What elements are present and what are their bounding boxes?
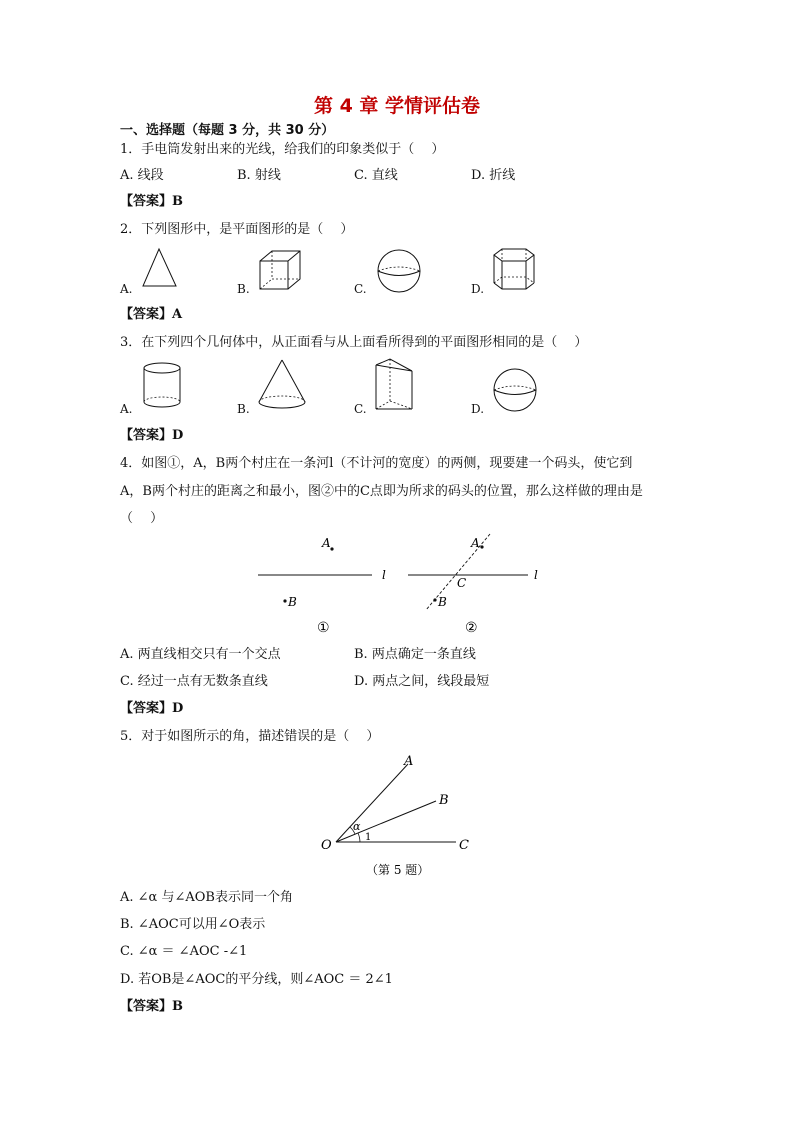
q2-stem: 2．下列图形中，是平面图形的是（ ） — [120, 222, 354, 237]
q4-stem-line3: （ ） — [120, 511, 164, 526]
q5-figure-caption: （第 5 题） — [366, 863, 430, 877]
label-one: 1 — [365, 832, 372, 843]
label-o: O — [321, 838, 332, 853]
fig1-label-a: A — [322, 536, 331, 550]
cylinder-figure — [140, 360, 190, 414]
fig1-label-l: l — [382, 568, 386, 582]
q5-stem: 5．对于如图所示的角，描述错误的是（ ） — [120, 729, 380, 744]
q2-answer: 【答案】A — [120, 307, 183, 322]
fig2-label-l: l — [534, 568, 538, 582]
sphere-figure-q3 — [490, 366, 542, 414]
label-a: A — [404, 754, 414, 769]
q4-option-d: D. 两点之间，线段最短 — [354, 674, 490, 689]
q5-option-c: C. ∠α ＝ ∠AOC -∠1 — [120, 944, 248, 959]
q5-option-d: D. 若OB是∠AOC的平分线，则∠AOC ＝ 2∠1 — [120, 972, 393, 987]
label-c: C — [459, 838, 469, 853]
q3-option-d: D. — [471, 402, 485, 416]
label-alpha: α — [353, 820, 361, 833]
fig1-caption: ① — [317, 620, 330, 636]
q1-stem: 1．手电筒发射出来的光线，给我们的印象类似于（ ） — [120, 142, 445, 157]
sphere-figure — [374, 248, 426, 294]
fig2-label-b: B — [438, 595, 447, 609]
q5-option-b: B. ∠AOC可以用∠O表示 — [120, 917, 266, 932]
q3-option-a: A. — [120, 402, 133, 416]
fig2-label-a: A — [471, 536, 480, 550]
q2-option-d: D. — [471, 282, 485, 296]
label-b: B — [439, 793, 449, 808]
q4-option-a: A. 两直线相交只有一个交点 — [120, 647, 281, 662]
page-title: 第 4 章 学情评估卷 — [313, 95, 481, 117]
cube-figure — [256, 249, 306, 293]
q5-angle-figure — [318, 752, 478, 880]
q2-option-b: B. — [237, 282, 250, 296]
cone-figure — [254, 358, 314, 414]
section-heading: 一、选择题（每题 3 分，共 30 分） — [120, 123, 335, 138]
q2-option-c: C. — [354, 282, 367, 296]
q4-stem-line2: A，B两个村庄的距离之和最小，图②中的C点即为所求的码头的位置，那么这样做的理由是 — [120, 484, 643, 499]
q4-figures — [250, 532, 550, 636]
fig1-label-b: B — [288, 595, 297, 609]
q1-option-b: B. 射线 — [237, 168, 281, 183]
fig2-caption: ② — [465, 620, 478, 636]
triangular-prism-figure — [372, 357, 422, 415]
q1-option-d: D. 折线 — [471, 168, 516, 183]
q5-option-a: A. ∠α 与∠AOB表示同一个角 — [120, 890, 293, 905]
q2-option-a: A. — [120, 282, 133, 296]
fig2-label-c: C — [457, 576, 467, 590]
q1-option-a: A. 线段 — [120, 168, 164, 183]
q4-stem-line1: 4．如图①，A，B两个村庄在一条河l（不计河的宽度）的两侧，现要建一个码头，使它到 — [120, 456, 633, 471]
q4-answer: 【答案】D — [120, 701, 184, 716]
q5-answer: 【答案】B — [120, 999, 183, 1014]
hexagonal-prism-figure — [492, 245, 542, 295]
q3-stem: 3．在下列四个几何体中，从正面看与从上面看所得到的平面图形相同的是（ ） — [120, 335, 588, 350]
q1-answer: 【答案】B — [120, 194, 183, 209]
q3-option-c: C. — [354, 402, 367, 416]
q4-option-b: B. 两点确定一条直线 — [354, 647, 476, 662]
q1-option-c: C. 直线 — [354, 168, 398, 183]
q4-option-c: C. 经过一点有无数条直线 — [120, 674, 268, 689]
q3-answer: 【答案】D — [120, 428, 184, 443]
triangle-figure — [140, 247, 180, 291]
q3-option-b: B. — [237, 402, 250, 416]
